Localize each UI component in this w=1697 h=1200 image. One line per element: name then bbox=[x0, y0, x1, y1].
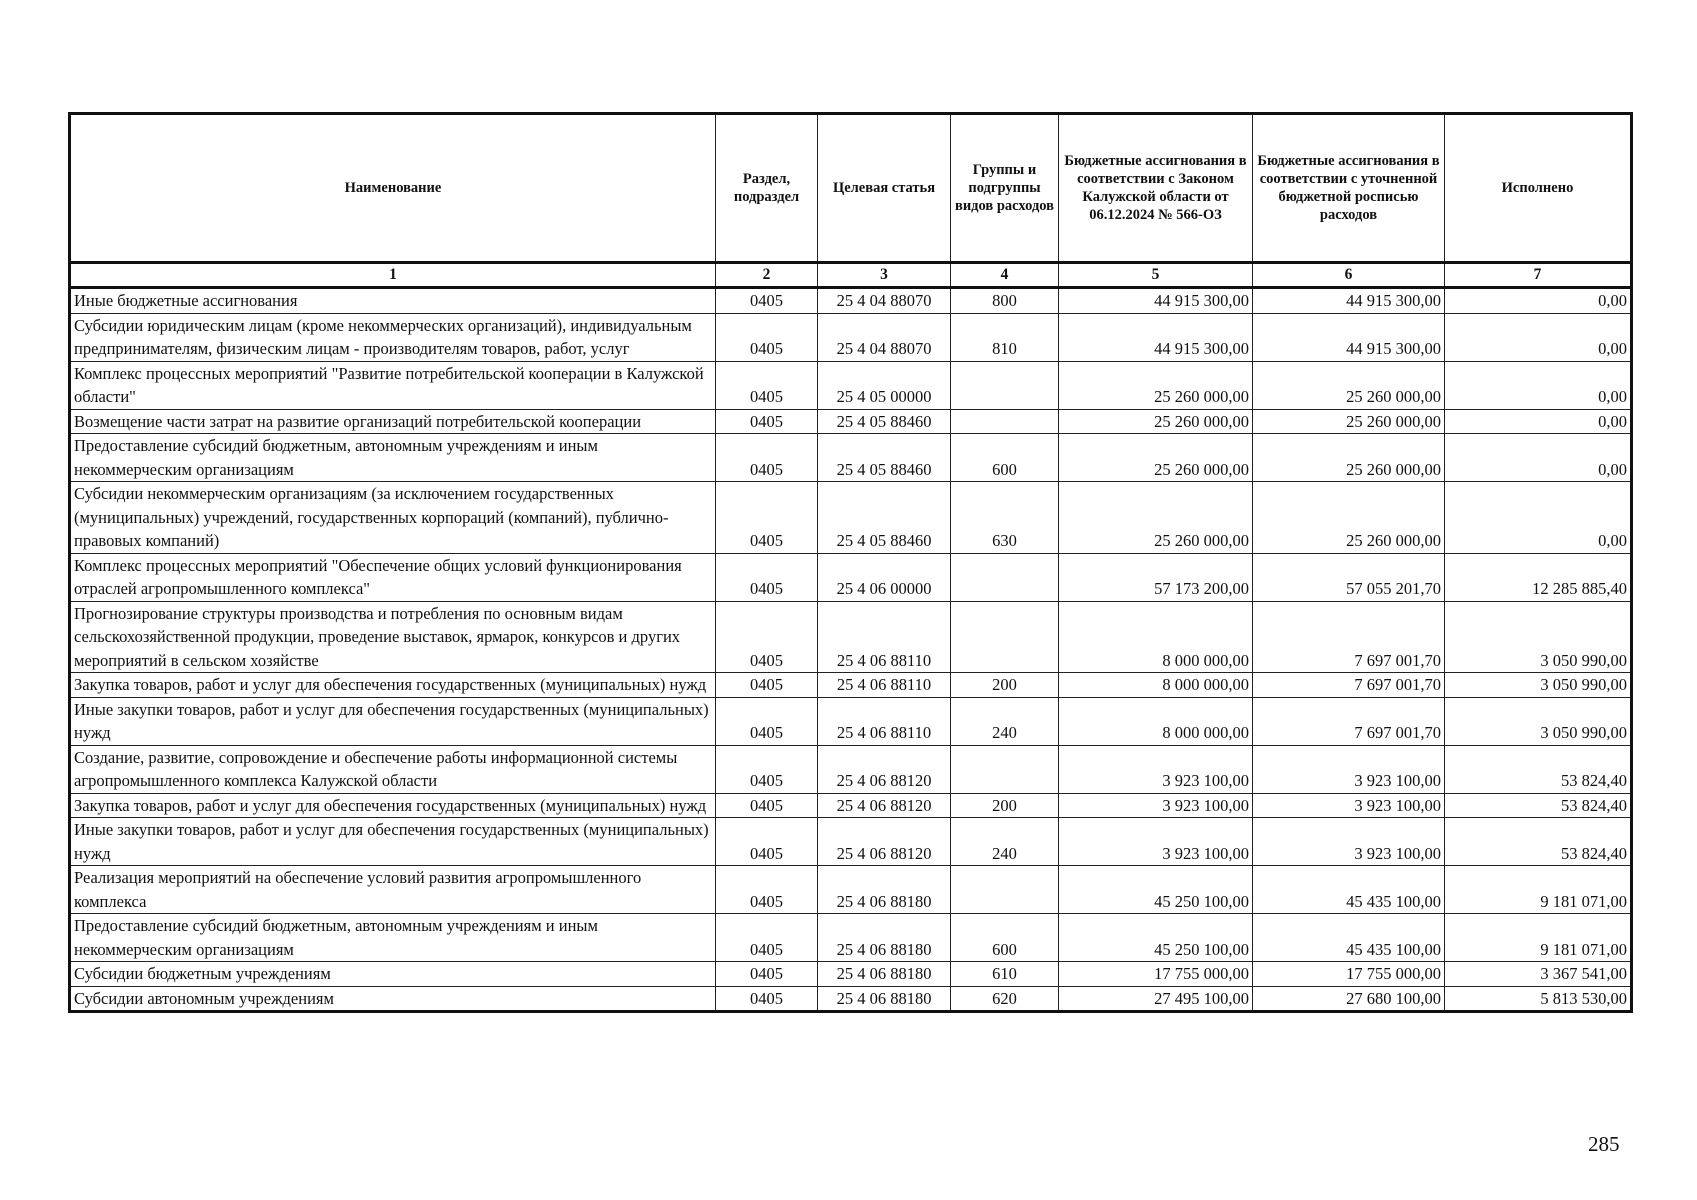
row-refined-allocation: 25 260 000,00 bbox=[1253, 409, 1445, 434]
table-row bbox=[70, 288, 1632, 314]
row-expense-group: 240 bbox=[951, 818, 1059, 866]
row-section: 0405 bbox=[716, 793, 818, 818]
column-number: 6 bbox=[1253, 263, 1445, 288]
row-expense-group: 200 bbox=[951, 673, 1059, 698]
row-law-allocation: 44 915 300,00 bbox=[1059, 313, 1253, 361]
row-name: Комплекс процессных мероприятий "Обеспечение общих условий функционирования отраслей агропромышленного комплекса" bbox=[70, 553, 716, 601]
row-refined-allocation: 45 435 100,00 bbox=[1253, 914, 1445, 962]
row-law-allocation: 45 250 100,00 bbox=[1059, 866, 1253, 914]
row-expense-group bbox=[951, 601, 1059, 673]
row-name: Закупка товаров, работ и услуг для обеспечения государственных (муниципальных) нужд bbox=[70, 793, 716, 818]
row-name: Предоставление субсидий бюджетным, автономным учреждениям и иным некоммерческим организациям bbox=[70, 434, 716, 482]
table-row bbox=[70, 793, 1632, 818]
row-expense-group: 630 bbox=[951, 482, 1059, 554]
row-name: Иные закупки товаров, работ и услуг для обеспечения государственных (муниципальных) нужд bbox=[70, 818, 716, 866]
row-section: 0405 bbox=[716, 409, 818, 434]
table-row bbox=[70, 697, 1632, 745]
page-number: 285 bbox=[1588, 1132, 1620, 1156]
row-refined-allocation: 3 923 100,00 bbox=[1253, 745, 1445, 793]
row-target-article: 25 4 06 88120 bbox=[818, 818, 951, 866]
row-law-allocation: 45 250 100,00 bbox=[1059, 914, 1253, 962]
row-expense-group bbox=[951, 553, 1059, 601]
row-name: Создание, развитие, сопровождение и обеспечение работы информационной системы агропромышленного комплекса Калужской области bbox=[70, 745, 716, 793]
row-target-article: 25 4 06 88110 bbox=[818, 697, 951, 745]
column-header-refined-allocation: Бюджетные ассигнования в соответствии с уточненной бюджетной росписью расходов bbox=[1253, 114, 1445, 263]
row-refined-allocation: 3 923 100,00 bbox=[1253, 818, 1445, 866]
row-section: 0405 bbox=[716, 914, 818, 962]
row-target-article: 25 4 04 88070 bbox=[818, 313, 951, 361]
budget-report-sheet bbox=[68, 112, 1630, 1013]
row-name: Реализация мероприятий на обеспечение условий развития агропромышленного комплекса bbox=[70, 866, 716, 914]
row-section: 0405 bbox=[716, 745, 818, 793]
row-executed: 0,00 bbox=[1445, 313, 1632, 361]
row-executed: 5 813 530,00 bbox=[1445, 986, 1632, 1012]
row-refined-allocation: 27 680 100,00 bbox=[1253, 986, 1445, 1012]
row-section: 0405 bbox=[716, 818, 818, 866]
row-name: Субсидии юридическим лицам (кроме некоммерческих организаций), индивидуальным предпринимателям, физическим лицам - производителям товаров, работ, услуг bbox=[70, 313, 716, 361]
table-row bbox=[70, 818, 1632, 866]
row-expense-group: 200 bbox=[951, 793, 1059, 818]
row-name: Субсидии автономным учреждениям bbox=[70, 986, 716, 1012]
table-row bbox=[70, 962, 1632, 987]
table-row bbox=[70, 313, 1632, 361]
row-law-allocation: 57 173 200,00 bbox=[1059, 553, 1253, 601]
row-law-allocation: 44 915 300,00 bbox=[1059, 288, 1253, 314]
row-section: 0405 bbox=[716, 313, 818, 361]
row-expense-group: 600 bbox=[951, 434, 1059, 482]
column-number: 4 bbox=[951, 263, 1059, 288]
row-section: 0405 bbox=[716, 986, 818, 1012]
row-expense-group: 240 bbox=[951, 697, 1059, 745]
row-target-article: 25 4 06 88180 bbox=[818, 986, 951, 1012]
row-target-article: 25 4 05 88460 bbox=[818, 482, 951, 554]
column-header-section: Раздел, подраздел bbox=[716, 114, 818, 263]
row-executed: 0,00 bbox=[1445, 409, 1632, 434]
row-target-article: 25 4 05 88460 bbox=[818, 409, 951, 434]
row-refined-allocation: 25 260 000,00 bbox=[1253, 482, 1445, 554]
row-executed: 53 824,40 bbox=[1445, 745, 1632, 793]
row-section: 0405 bbox=[716, 553, 818, 601]
row-refined-allocation: 25 260 000,00 bbox=[1253, 361, 1445, 409]
row-executed: 3 050 990,00 bbox=[1445, 697, 1632, 745]
column-number: 1 bbox=[70, 263, 716, 288]
row-refined-allocation: 7 697 001,70 bbox=[1253, 697, 1445, 745]
row-expense-group bbox=[951, 361, 1059, 409]
table-row bbox=[70, 986, 1632, 1012]
row-law-allocation: 17 755 000,00 bbox=[1059, 962, 1253, 987]
table-row bbox=[70, 601, 1632, 673]
row-refined-allocation: 57 055 201,70 bbox=[1253, 553, 1445, 601]
column-number: 2 bbox=[716, 263, 818, 288]
column-number: 5 bbox=[1059, 263, 1253, 288]
row-name: Предоставление субсидий бюджетным, автономным учреждениям и иным некоммерческим организациям bbox=[70, 914, 716, 962]
table-row bbox=[70, 673, 1632, 698]
row-name: Прогнозирование структуры производства и потребления по основным видам сельскохозяйственной продукции, проведение выставок, ярмарок, конкурсов и других мероприятий в сельском хозяйстве bbox=[70, 601, 716, 673]
table-row bbox=[70, 361, 1632, 409]
row-section: 0405 bbox=[716, 361, 818, 409]
row-refined-allocation: 17 755 000,00 bbox=[1253, 962, 1445, 987]
column-header-name: Наименование bbox=[70, 114, 716, 263]
row-name: Закупка товаров, работ и услуг для обеспечения государственных (муниципальных) нужд bbox=[70, 673, 716, 698]
row-expense-group bbox=[951, 409, 1059, 434]
row-target-article: 25 4 06 00000 bbox=[818, 553, 951, 601]
column-header-target-article: Целевая статья bbox=[818, 114, 951, 263]
row-refined-allocation: 7 697 001,70 bbox=[1253, 601, 1445, 673]
row-section: 0405 bbox=[716, 288, 818, 314]
column-number-row bbox=[70, 263, 1632, 288]
row-executed: 0,00 bbox=[1445, 482, 1632, 554]
row-section: 0405 bbox=[716, 482, 818, 554]
row-target-article: 25 4 04 88070 bbox=[818, 288, 951, 314]
row-law-allocation: 25 260 000,00 bbox=[1059, 482, 1253, 554]
row-executed: 9 181 071,00 bbox=[1445, 866, 1632, 914]
row-expense-group: 800 bbox=[951, 288, 1059, 314]
table-row bbox=[70, 553, 1632, 601]
table-row bbox=[70, 482, 1632, 554]
row-expense-group: 610 bbox=[951, 962, 1059, 987]
row-law-allocation: 8 000 000,00 bbox=[1059, 697, 1253, 745]
row-target-article: 25 4 06 88110 bbox=[818, 673, 951, 698]
row-section: 0405 bbox=[716, 434, 818, 482]
row-target-article: 25 4 06 88120 bbox=[818, 793, 951, 818]
table-row bbox=[70, 914, 1632, 962]
row-target-article: 25 4 06 88180 bbox=[818, 914, 951, 962]
row-executed: 9 181 071,00 bbox=[1445, 914, 1632, 962]
row-law-allocation: 3 923 100,00 bbox=[1059, 745, 1253, 793]
column-number: 3 bbox=[818, 263, 951, 288]
row-expense-group: 810 bbox=[951, 313, 1059, 361]
row-expense-group bbox=[951, 866, 1059, 914]
row-expense-group: 620 bbox=[951, 986, 1059, 1012]
row-section: 0405 bbox=[716, 601, 818, 673]
row-expense-group bbox=[951, 745, 1059, 793]
row-law-allocation: 3 923 100,00 bbox=[1059, 793, 1253, 818]
row-target-article: 25 4 06 88180 bbox=[818, 866, 951, 914]
row-law-allocation: 25 260 000,00 bbox=[1059, 361, 1253, 409]
row-law-allocation: 27 495 100,00 bbox=[1059, 986, 1253, 1012]
row-law-allocation: 25 260 000,00 bbox=[1059, 434, 1253, 482]
row-name: Иные бюджетные ассигнования bbox=[70, 288, 716, 314]
row-name: Субсидии бюджетным учреждениям bbox=[70, 962, 716, 987]
column-header-executed: Исполнено bbox=[1445, 114, 1632, 263]
row-expense-group: 600 bbox=[951, 914, 1059, 962]
table-row bbox=[70, 409, 1632, 434]
table-row bbox=[70, 434, 1632, 482]
row-section: 0405 bbox=[716, 962, 818, 987]
row-target-article: 25 4 06 88110 bbox=[818, 601, 951, 673]
row-refined-allocation: 25 260 000,00 bbox=[1253, 434, 1445, 482]
table-row bbox=[70, 866, 1632, 914]
row-law-allocation: 3 923 100,00 bbox=[1059, 818, 1253, 866]
row-executed: 0,00 bbox=[1445, 361, 1632, 409]
row-executed: 53 824,40 bbox=[1445, 793, 1632, 818]
budget-table bbox=[68, 112, 1633, 1013]
row-executed: 3 050 990,00 bbox=[1445, 601, 1632, 673]
row-refined-allocation: 44 915 300,00 bbox=[1253, 288, 1445, 314]
row-target-article: 25 4 06 88180 bbox=[818, 962, 951, 987]
row-refined-allocation: 7 697 001,70 bbox=[1253, 673, 1445, 698]
column-header-law-allocation: Бюджетные ассигнования в соответствии с Законом Калужской области от 06.12.2024 № 566-ОЗ bbox=[1059, 114, 1253, 263]
row-law-allocation: 8 000 000,00 bbox=[1059, 673, 1253, 698]
column-header-expense-group: Группы и подгруппы видов расходов bbox=[951, 114, 1059, 263]
row-executed: 53 824,40 bbox=[1445, 818, 1632, 866]
row-executed: 12 285 885,40 bbox=[1445, 553, 1632, 601]
row-target-article: 25 4 05 88460 bbox=[818, 434, 951, 482]
row-section: 0405 bbox=[716, 866, 818, 914]
header-row bbox=[70, 114, 1632, 263]
row-target-article: 25 4 06 88120 bbox=[818, 745, 951, 793]
row-section: 0405 bbox=[716, 673, 818, 698]
table-row bbox=[70, 745, 1632, 793]
row-name: Иные закупки товаров, работ и услуг для обеспечения государственных (муниципальных) нужд bbox=[70, 697, 716, 745]
row-refined-allocation: 44 915 300,00 bbox=[1253, 313, 1445, 361]
row-refined-allocation: 45 435 100,00 bbox=[1253, 866, 1445, 914]
row-refined-allocation: 3 923 100,00 bbox=[1253, 793, 1445, 818]
row-section: 0405 bbox=[716, 697, 818, 745]
row-executed: 3 050 990,00 bbox=[1445, 673, 1632, 698]
row-name: Субсидии некоммерческим организациям (за исключением государственных (муниципальных) учреждений, государственных корпораций (компаний), публично-правовых компаний) bbox=[70, 482, 716, 554]
row-name: Комплекс процессных мероприятий "Развитие потребительской кооперации в Калужской области" bbox=[70, 361, 716, 409]
row-law-allocation: 8 000 000,00 bbox=[1059, 601, 1253, 673]
row-executed: 0,00 bbox=[1445, 434, 1632, 482]
row-executed: 0,00 bbox=[1445, 288, 1632, 314]
row-target-article: 25 4 05 00000 bbox=[818, 361, 951, 409]
row-law-allocation: 25 260 000,00 bbox=[1059, 409, 1253, 434]
column-number: 7 bbox=[1445, 263, 1632, 288]
row-name: Возмещение части затрат на развитие организаций потребительской кооперации bbox=[70, 409, 716, 434]
row-executed: 3 367 541,00 bbox=[1445, 962, 1632, 987]
